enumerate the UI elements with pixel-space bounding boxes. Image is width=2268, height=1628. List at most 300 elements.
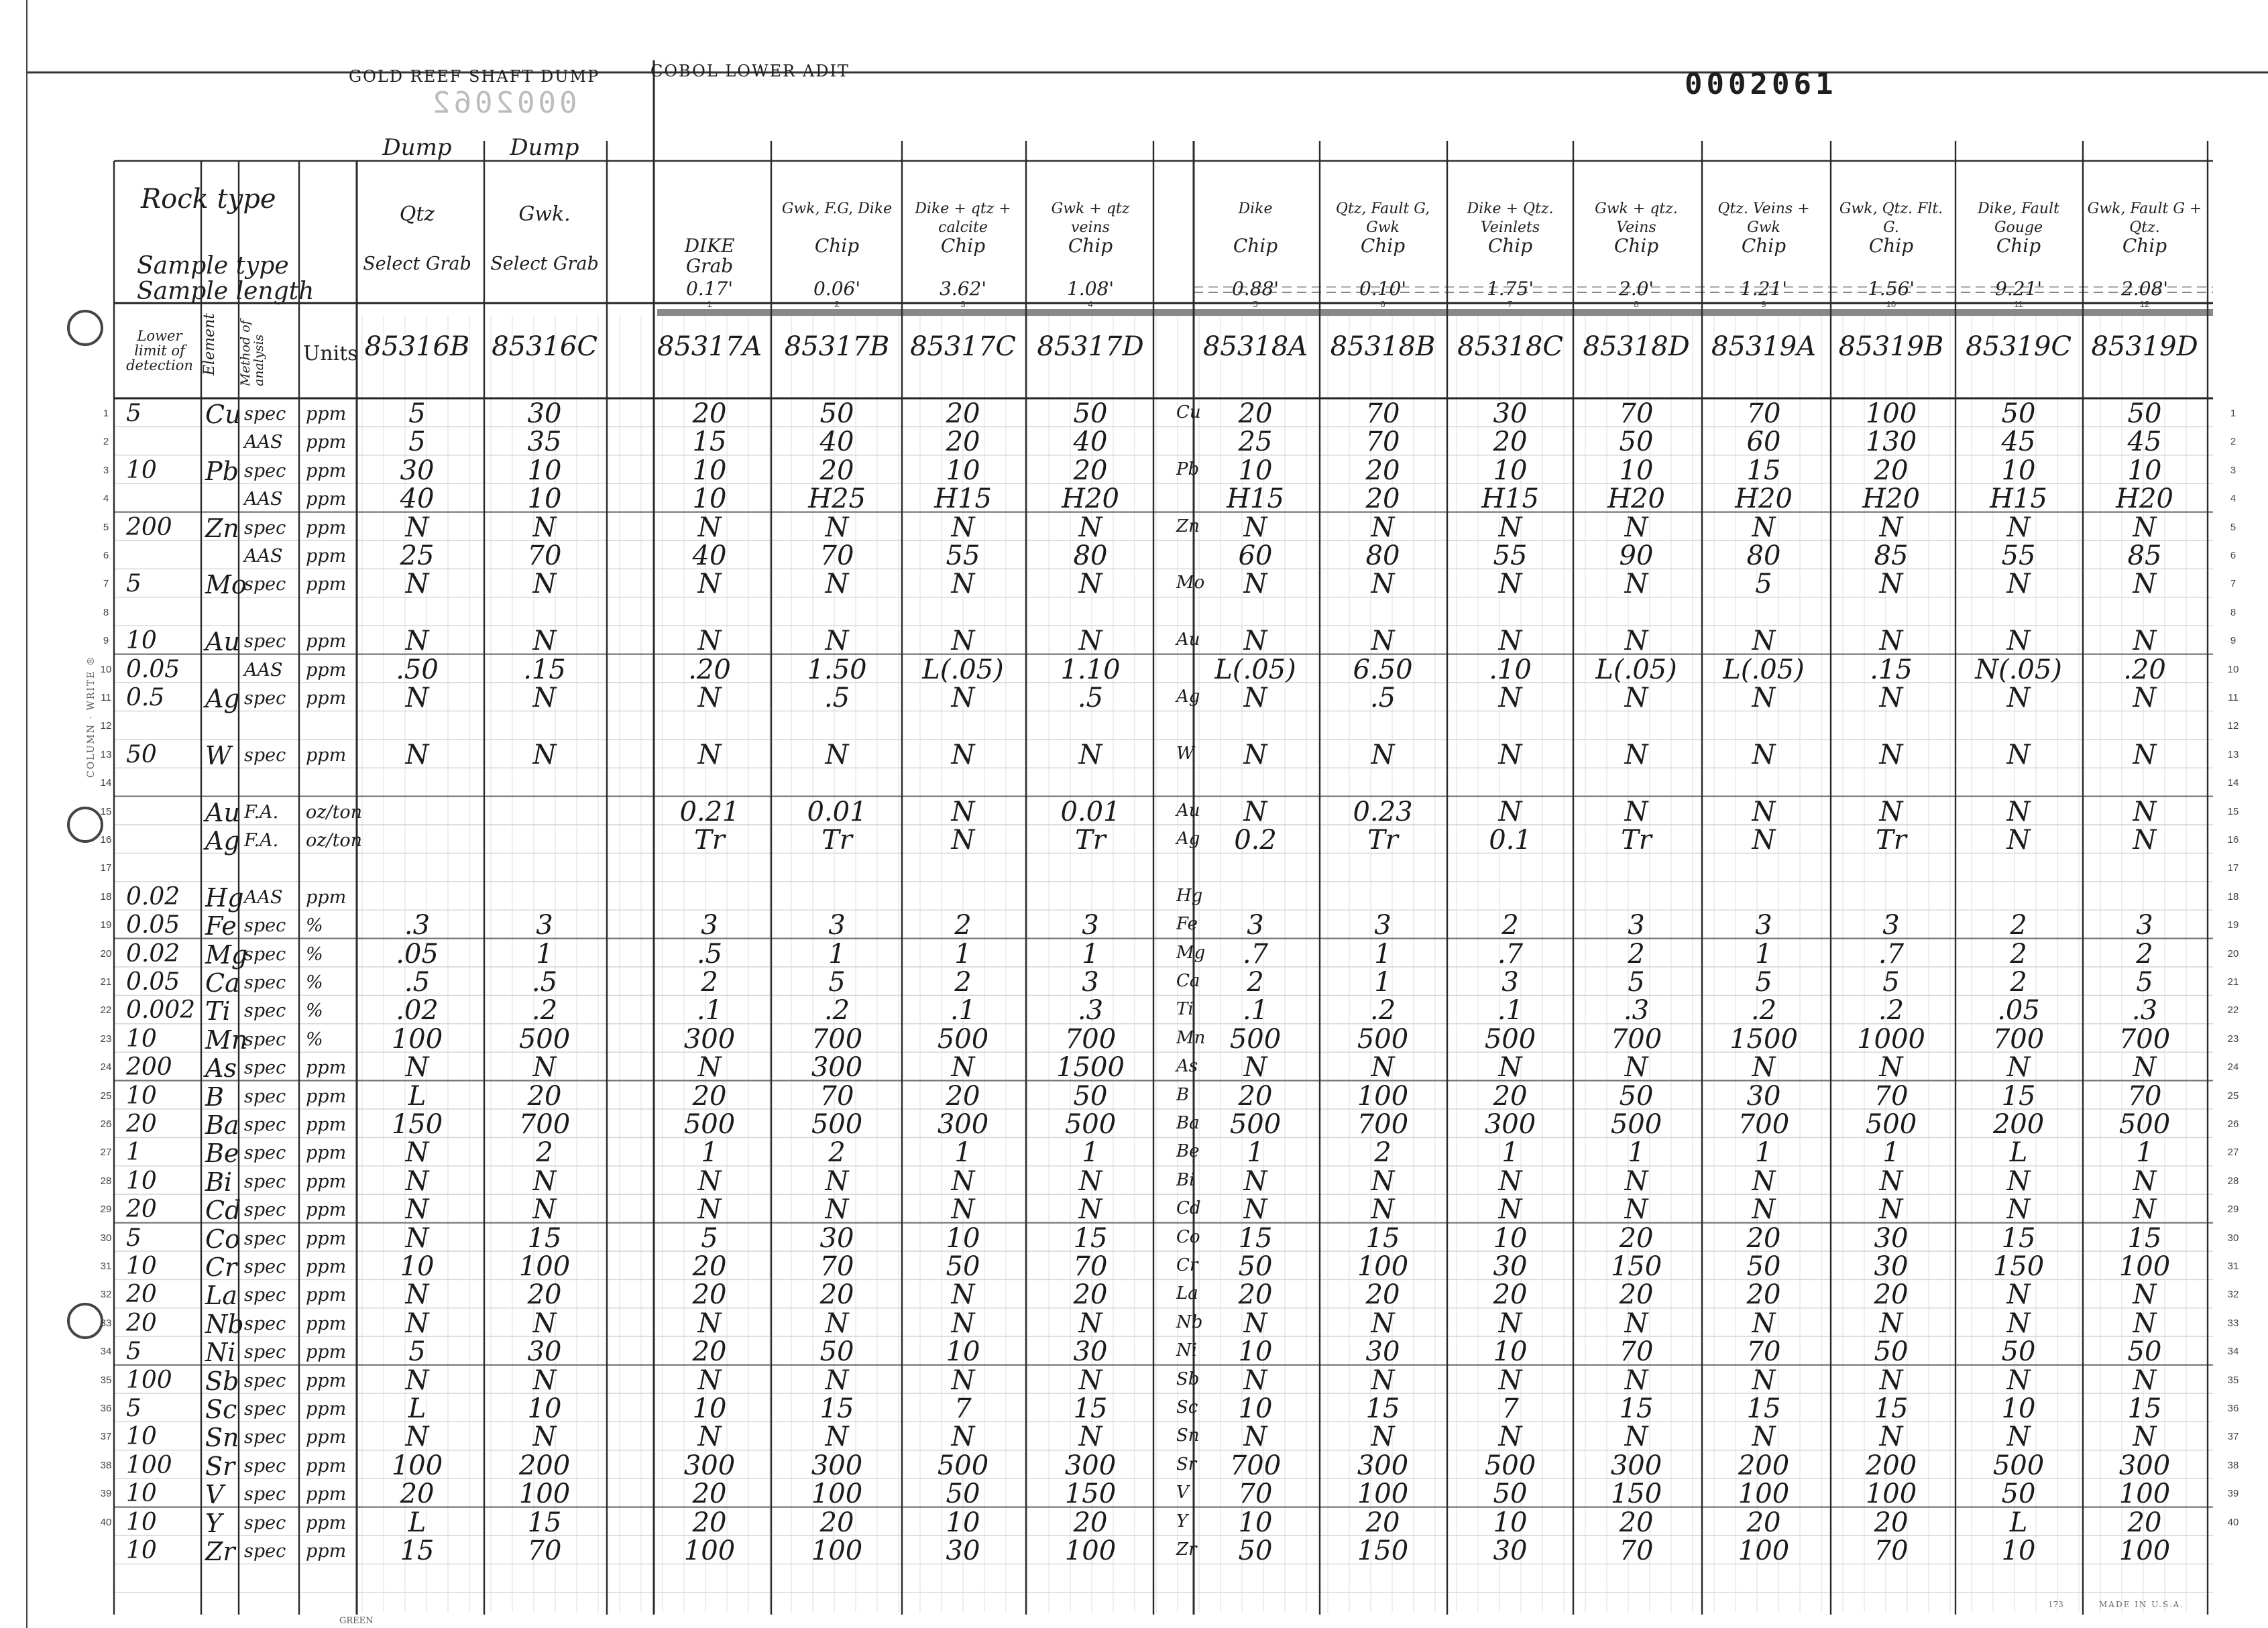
row-number-left: 7 [103,578,109,590]
column-number: 1 [707,299,712,309]
element-symbol: Ti [205,996,231,1027]
assay-value: 40 [1073,426,1108,458]
assay-value: N [1624,626,1648,657]
assay-value: 20 [819,1507,854,1538]
column-number: 10 [1886,299,1896,309]
assay-value: 20 [1073,1507,1108,1538]
assay-value: N [2133,1279,2157,1311]
element-symbol-secondary: Cr [1176,1255,1198,1275]
sample-type: Chip [1233,235,1278,257]
element-symbol-secondary: Ca [1176,971,1200,991]
assay-value: 20 [1746,1222,1781,1254]
assay-value: 30 [1493,398,1528,429]
assay-value: N [951,796,975,827]
assay-value: 50 [1238,1251,1273,1282]
assay-value: 5 [828,967,846,998]
sample-id: 85319A [1711,331,1817,362]
assay-value: 3 [1628,910,1645,941]
assay-value: N [1879,626,1903,657]
assay-value: N [951,683,975,713]
assay-value: 50 [2001,1336,2036,1368]
element-symbol-secondary: W [1176,743,1194,764]
assay-value: 5 [701,1222,718,1254]
assay-value: N [697,1364,722,1396]
method-value: spec [244,1143,286,1164]
sample-rock-type: Gwk, F.G, Dike [781,200,893,217]
assay-value: 70 [1619,398,1654,429]
assay-value: N [1498,1421,1522,1453]
sample-id: 85317D [1037,331,1144,362]
row-number-right: 1 [2230,408,2236,419]
units-value: ppm [306,1171,347,1192]
element-symbol-secondary: Be [1176,1141,1200,1162]
assay-value: 1 [1247,1137,1264,1169]
assay-value: 2 [1374,1137,1392,1169]
assay-value: 3 [1755,910,1772,941]
assay-value: N [1078,1421,1102,1453]
assay-value: 5 [408,398,426,429]
sample-rock-type: Gwk + qtz. Veins [1595,200,1678,236]
row-number-right: 14 [2227,777,2239,789]
row-number-right: 17 [2227,862,2239,874]
assay-value: 2 [2010,938,2027,970]
assay-value: N [1498,1364,1522,1396]
assay-value: .10 [1489,654,1532,685]
assay-value: .20 [688,654,731,685]
lower-limit-value: 0.02 [126,882,180,911]
element-symbol: Ca [205,968,240,998]
assay-value: N [532,739,557,770]
assay-value: N [1752,825,1776,856]
assay-value: N [1243,1052,1267,1084]
assay-value: N [1879,1364,1903,1396]
row-number-left: 40 [100,1516,112,1528]
assay-value: 35 [527,426,562,458]
row-number-right: 24 [2227,1061,2239,1073]
element-symbol-secondary: Y [1176,1511,1188,1531]
assay-value: N [825,512,849,543]
assay-value: 300 [2118,1450,2171,1481]
assay-value: N [697,626,722,657]
assay-value: 700 [1229,1450,1282,1481]
units-value: ppm [306,1200,347,1221]
lower-limit-value: 0.05 [126,968,180,996]
units-value: ppm [306,489,347,510]
assay-value: .15 [1870,654,1913,685]
units-value: ppm [306,546,347,567]
lower-limit-value: 0.5 [126,684,165,711]
method-value: AAS [244,659,283,681]
element-symbol-secondary: Sn [1176,1426,1200,1446]
sample-type: Chip [1360,235,1406,257]
element-symbol-secondary: Cd [1176,1198,1201,1219]
assay-value: N(.05) [1975,654,2062,685]
assay-value: 45 [2127,426,2162,458]
units-value: oz/ton [306,830,363,851]
row-number-left: 4 [103,493,109,505]
assay-value: N [697,1194,722,1226]
assay-value: .3 [2131,995,2158,1027]
assay-value: 15 [819,1393,854,1424]
row-number-right: 25 [2227,1090,2239,1102]
assay-value: N [2006,1364,2031,1396]
assay-value: H20 [1062,483,1119,515]
assay-value: 500 [1229,1023,1282,1055]
binder-hole-bottom [67,1303,103,1339]
row-number-right: 18 [2227,890,2239,903]
sample-length: 1.75' [1486,278,1534,300]
lower-limit-value: 50 [126,740,157,768]
row-number-left: 28 [100,1175,112,1187]
units-value: ppm [306,1484,347,1505]
assay-value: 20 [1619,1222,1654,1254]
sample-id: 85317B [784,331,890,362]
assay-value: H20 [2116,483,2173,515]
assay-value: 70 [1746,398,1781,429]
assay-value: 20 [1365,455,1400,486]
assay-value: 30 [1073,1336,1108,1368]
assay-value: 100 [391,1450,443,1481]
assay-value: N [1498,1165,1522,1197]
assay-value: N [1078,1307,1102,1339]
assay-value: 20 [692,1251,727,1282]
row-number-left: 21 [100,976,112,988]
sample-length: 2.0' [1618,278,1654,300]
assay-value: 0.01 [807,796,867,827]
assay-value: N [1752,1165,1776,1197]
row-number-right: 27 [2227,1147,2239,1159]
assay-value: N [2133,1165,2157,1197]
assay-value: 50 [2127,1336,2162,1368]
sample-length: 1.08' [1066,278,1115,300]
element-symbol-secondary: Mg [1176,942,1206,963]
assay-value: N [1498,626,1522,657]
assay-value: 20 [946,426,980,458]
element-symbol: Be [205,1139,239,1169]
assay-value: .3 [1077,995,1104,1027]
assay-value: N [1243,569,1267,600]
row-number-right: 9 [2230,635,2236,647]
assay-value: 10 [692,1393,727,1424]
element-symbol-secondary: Zr [1176,1539,1197,1560]
assay-value: 7 [1501,1393,1519,1424]
units-value: ppm [306,744,347,766]
row-number-right: 4 [2230,493,2236,505]
assay-value: 100 [1865,398,1917,429]
assay-value: N [951,1165,975,1197]
assay-value: 5 [408,1336,426,1368]
assay-value: N [2006,825,2031,856]
assay-value: H15 [1227,483,1284,515]
method-value: spec [244,972,286,993]
assay-value: N [1243,626,1267,657]
assay-value: 1 [1755,938,1772,970]
sample-type: Chip [1487,235,1533,257]
assay-value: N [532,1165,557,1197]
lower-limit-value: 100 [126,1366,172,1394]
assay-value: N [1879,1052,1903,1084]
sample-location: Dump [510,134,579,161]
assay-value: N [405,1165,429,1197]
row-number-left: 15 [100,805,112,817]
assay-value: N [1624,1194,1648,1226]
method-value: spec [244,1370,286,1391]
assay-value: N [1371,1364,1395,1396]
element-symbol-secondary: Sc [1176,1397,1198,1417]
assay-value: N [1371,1194,1395,1226]
sample-type: Chip [1068,235,1113,257]
assay-value: 5 [2136,967,2153,998]
sample-rock-type: Dike [1238,200,1273,217]
assay-value: N [1752,512,1776,543]
row-number-left: 1 [103,408,109,419]
element-symbol: Zr [205,1537,235,1566]
method-value: spec [244,688,286,709]
assay-value: H15 [1481,483,1539,515]
sample-id: 85317A [657,331,762,362]
method-value: spec [244,1200,286,1221]
units-value: ppm [306,404,347,424]
assay-value: 100 [1738,1535,1790,1566]
assay-value: 85 [1874,540,1909,571]
sample-type: Chip [1741,235,1787,257]
assay-value: .1 [1497,995,1524,1027]
sample-rock-type: Dike, Fault Gouge [1978,200,2059,236]
lower-limit-value: 100 [126,1451,172,1479]
sample-id: 85319B [1838,331,1944,362]
assay-value: .3 [1623,995,1650,1027]
element-symbol-secondary: Ag [1176,687,1200,707]
assay-value: 55 [2001,540,2036,571]
assay-value: 150 [1610,1478,1662,1510]
assay-value: L(.05) [1723,654,1805,685]
assay-value: N [1498,1052,1522,1084]
assay-value: 150 [1992,1251,2045,1282]
assay-value: 70 [527,540,562,571]
method-value: spec [244,915,286,937]
lower-limit-value: 0.002 [126,996,196,1025]
assay-value: 20 [1493,426,1528,458]
assay-value: N [1498,1307,1522,1339]
assay-value: N [1879,1194,1903,1226]
assay-value: N [2006,512,2031,543]
assay-value: N [1752,683,1776,713]
assay-value: 50 [946,1478,980,1510]
method-value: spec [244,1512,286,1533]
assay-value: 10 [1493,1222,1528,1254]
assay-value: 100 [2118,1535,2171,1566]
assay-value: 10 [527,1393,562,1424]
assay-value: Tr [694,825,725,856]
assay-value: 100 [1357,1478,1409,1510]
assay-value: N [2006,1165,2031,1197]
assay-value: N [2006,1279,2031,1311]
assay-value: 3 [1374,910,1392,941]
row-number-left: 24 [100,1061,112,1073]
lower-limit-value: 10 [126,1480,157,1508]
row-number-left: 17 [100,862,112,874]
assay-value: 100 [1865,1478,1917,1510]
method-value: spec [244,1114,286,1135]
assay-value: N [697,1421,722,1453]
assay-value: 100 [2118,1478,2171,1510]
row-number-right: 26 [2227,1118,2239,1130]
assay-value: N [532,1421,557,1453]
assay-value: 1 [1374,938,1392,970]
assay-value: N [1243,1364,1267,1396]
row-number-right: 32 [2227,1289,2239,1301]
assay-value: L(.05) [922,654,1004,685]
assay-value: 20 [946,1080,980,1112]
method-value: spec [244,517,286,538]
assay-value: N [951,1421,975,1453]
sample-type: Chip [940,235,986,257]
assay-value: 500 [1484,1450,1536,1481]
assay-value: 20 [692,1336,727,1368]
lower-limit-value: 200 [126,513,172,541]
assay-value: Tr [1075,825,1106,856]
assay-value: 10 [527,483,562,515]
assay-value: 1 [536,938,553,970]
assay-value: N [2133,1364,2157,1396]
assay-value: 500 [518,1023,571,1055]
assay-value: N [2133,1307,2157,1339]
assay-value: N [1624,739,1648,770]
assay-value: 2 [2010,967,2027,998]
assay-value: N [1879,796,1903,827]
assay-value: 10 [2001,1393,2036,1424]
assay-value: 30 [946,1535,980,1566]
assay-value: 1500 [1730,1023,1798,1055]
element-symbol-secondary: Fe [1176,914,1198,935]
assay-value: N [1371,1307,1395,1339]
row-number-right: 31 [2227,1261,2239,1272]
row-number-right: 23 [2227,1033,2239,1045]
units-value: ppm [306,1399,347,1419]
assay-value: 10 [1619,455,1654,486]
sample-rock-type: Gwk + qtz veins [1051,200,1130,236]
assay-value: N [951,825,975,856]
assay-value: N [532,1364,557,1396]
assay-value: 1 [1082,938,1099,970]
made-in-imprint: MADE IN U.S.A. [2099,1600,2185,1609]
units-value: ppm [306,631,347,652]
sample-length: 1.21' [1740,278,1788,300]
row-number-right: 22 [2227,1004,2239,1016]
assay-value: 700 [1610,1023,1662,1055]
assay-value: 10 [1493,1336,1528,1368]
assay-value: 5 [1755,569,1772,600]
assay-value: 200 [518,1450,571,1481]
assay-value: 3 [1082,910,1099,941]
lower-limit-value: 10 [126,627,157,655]
lower-limit-value: 5 [126,1395,141,1422]
assay-value: 50 [1073,1080,1108,1112]
assay-value: 100 [1357,1251,1409,1282]
lower-limit-value: 0.02 [126,939,180,968]
assay-value: 70 [1365,426,1400,458]
assay-value: 50 [819,398,854,429]
sample-length: 2.08' [2120,278,2169,300]
element-symbol-secondary: Mn [1176,1027,1206,1048]
assay-value: 20 [1073,455,1108,486]
assay-value: H20 [1862,483,1920,515]
assay-value: N [1371,569,1395,600]
assay-value: 30 [1746,1080,1781,1112]
assay-value: N [697,1307,722,1339]
element-symbol-secondary: Sb [1176,1369,1200,1389]
assay-value: N [951,1052,975,1084]
assay-value: 20 [527,1080,562,1112]
assay-value: 200 [1865,1450,1917,1481]
element-symbol: Ni [205,1338,236,1368]
assay-value: 300 [683,1450,736,1481]
assay-value: N [1498,1194,1522,1226]
assay-value: 1.50 [807,654,867,685]
assay-value: N [1624,1364,1648,1396]
assay-value: 20 [1238,398,1273,429]
units-value: ppm [306,1285,347,1306]
assay-value: N [1078,1165,1102,1197]
assay-value: N [2133,683,2157,713]
assay-value: N [697,1165,722,1197]
assay-value: 300 [1484,1109,1536,1140]
assay-value: N [1498,569,1522,600]
row-number-left: 18 [100,890,112,903]
assay-value: L(.05) [1214,654,1296,685]
assay-value: 1 [2136,1137,2153,1169]
assay-value: 500 [2118,1109,2171,1140]
assay-value: .5 [696,938,723,970]
assay-value: N [1243,512,1267,543]
units-value: ppm [306,432,347,453]
assay-value: Tr [1876,825,1907,856]
assay-value: 300 [937,1109,989,1140]
row-number-left: 14 [100,777,112,789]
lower-limit-value: 20 [126,1281,157,1309]
units-value: ppm [306,659,347,681]
element-symbol: Mn [205,1025,248,1055]
assay-value: N [825,626,849,657]
assay-value: 30 [1493,1251,1528,1282]
units-value: ppm [306,688,347,709]
assay-value: 20 [692,1478,727,1510]
assay-value: N [2006,1194,2031,1226]
assay-value: 50 [1238,1535,1273,1566]
assay-value: L [2009,1137,2028,1169]
assay-value: N [1078,739,1102,770]
assay-value: 10 [2001,1535,2036,1566]
assay-value: 15 [692,426,727,458]
assay-value: L [2009,1507,2028,1538]
assay-value: 500 [1992,1450,2045,1481]
assay-value: N [1752,739,1776,770]
assay-value: 30 [400,455,435,486]
assay-value: N [1243,1421,1267,1453]
assay-value: N [405,512,429,543]
assay-value: N [951,1307,975,1339]
units-value: ppm [306,1143,347,1164]
assay-value: 30 [1874,1251,1909,1282]
assay-value: N [1624,683,1648,713]
assay-value: N [405,1194,429,1226]
assay-value: N [951,569,975,600]
assay-value: 1 [1755,1137,1772,1169]
sample-type: DIKE Grab [684,235,735,277]
assay-value: 3 [1082,967,1099,998]
units-value: % [306,972,323,993]
row-number-right: 21 [2227,976,2239,988]
